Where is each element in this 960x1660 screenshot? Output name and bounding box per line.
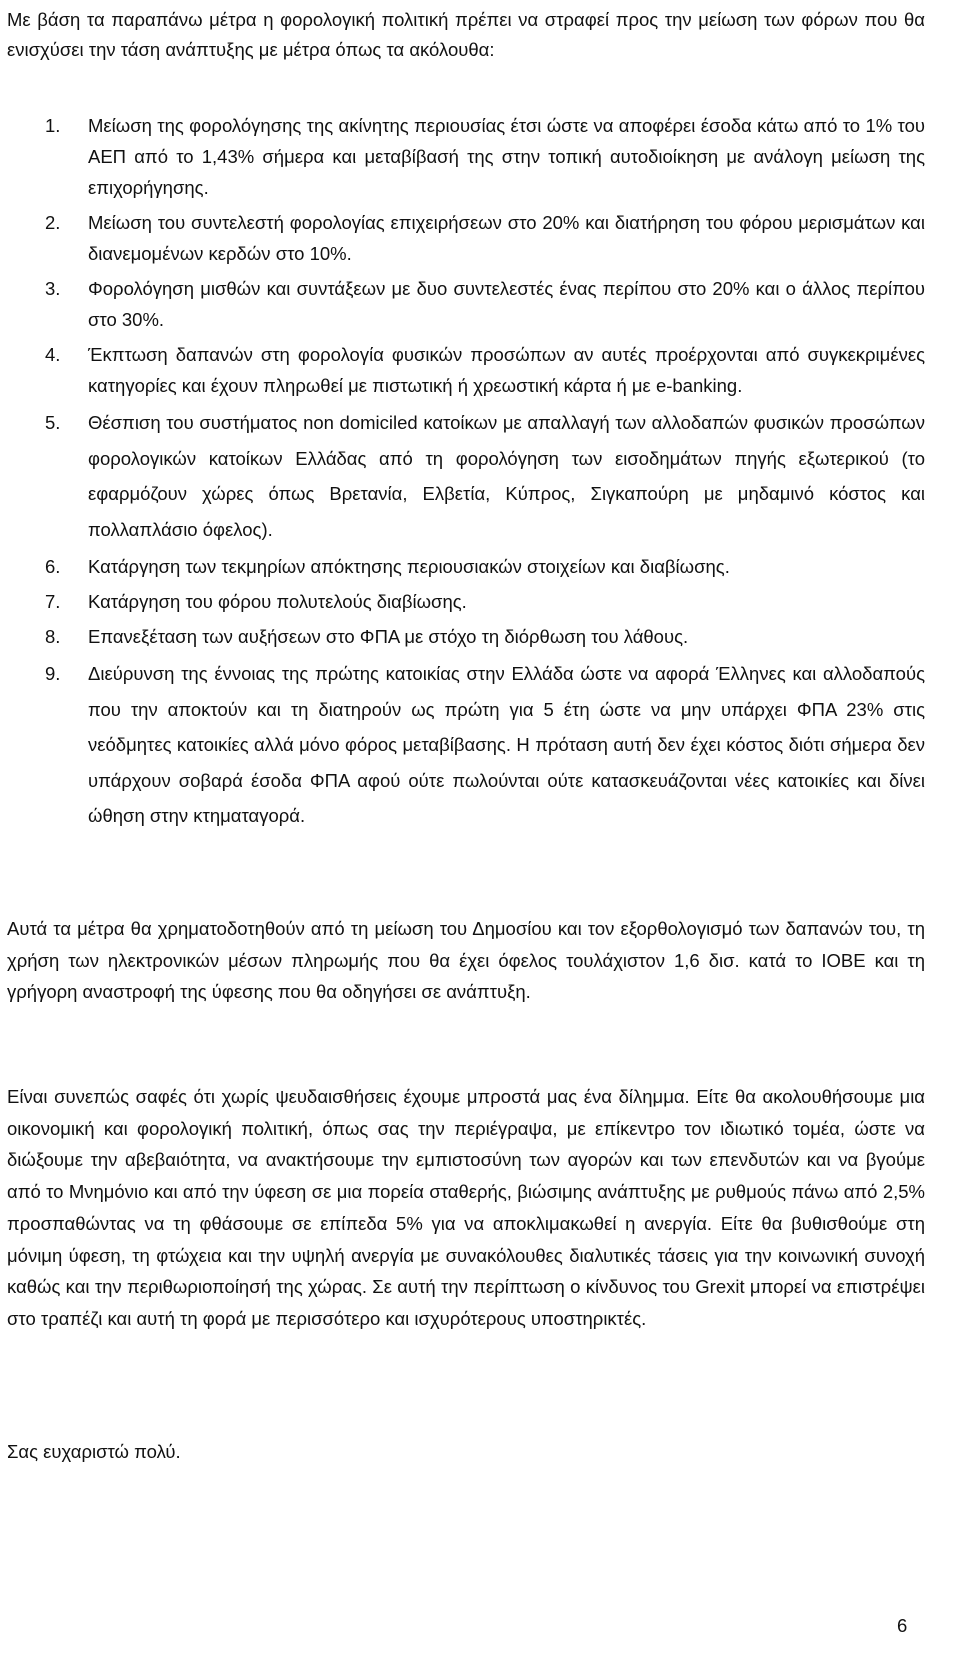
list-item-text: Θέσπιση του συστήματος non domiciled κατοίκων με απαλλαγή των αλλοδαπών φυσικών προσώπων φορολογικών κατοίκων Ελλάδας από τη φορολόγηση των εισοδημάτων πηγής εξωτερικού (το εφαρμόζουν χώρες όπως Βρετανία, Ελβετία, Κύπρος, Σιγκαπούρη με μηδαμινό κόστος και πολλαπλάσιο όφελος). [88,412,925,540]
list-item-text: Έκπτωση δαπανών στη φορολογία φυσικών προσώπων αν αυτές προέρχονται από συγκεκριμένες κατηγορίες και έχουν πληρωθεί με πιστωτική ή χρεωστική κάρτα ή με e-banking. [88,344,925,396]
list-item [7,656,925,834]
list-item [7,273,925,335]
measures-list [7,110,925,838]
list-item [7,405,925,547]
list-item [7,110,925,203]
list-item-text: Φορολόγηση μισθών και συντάξεων με δυο συντελεστές ένας περίπου στο 20% και ο άλλος περίπου στο 30%. [88,278,925,330]
list-item-number: 8. [45,626,61,647]
list-item-number: 3. [45,278,61,299]
list-item-text: Επανεξέταση των αυξήσεων στο ΦΠΑ με στόχο τη διόρθωση του λάθους. [88,626,689,647]
list-item-number: 5. [45,412,61,433]
list-item-number: 7. [45,591,61,612]
document-page [7,0,925,1660]
intro-paragraph: Με βάση τα παραπάνω μέτρα η φορολογική πολιτική πρέπει να στραφεί προς την μείωση των φόρων που θα ενισχύσει την τάση ανάπτυξης με μέτρα όπως τα ακόλουθα: [7,9,925,60]
list-item-number: 1. [45,115,61,136]
list-item-text: Μείωση του συντελεστή φορολογίας επιχειρήσεων στο 20% και διατήρηση του φόρου μερισμάτων και διανεμομένων κερδών στο 10%. [88,212,925,264]
list-item-text: Κατάργηση του φόρου πολυτελούς διαβίωσης. [88,591,467,612]
list-item-text: Κατάργηση των τεκμηρίων απόκτησης περιουσιακών στοιχείων και διαβίωσης. [88,556,730,577]
list-item-number: 4. [45,344,61,365]
list-item [7,207,925,269]
list-item-text: Διεύρυνση της έννοιας της πρώτης κατοικίας στην Ελλάδα ώστε να αφορά Έλληνες και αλλοδαπούς που την αποκτούν και τη διατηρούν ως πρώτη για 5 έτη ώστε να μην υπάρχει ΦΠΑ 23% στις νεόδμητες κατοικίες αλλά μόνο φόρος μεταβίβασης. Η πρόταση αυτή δεν έχει κόστος διότι σήμερα δεν υπάρχουν σοβαρά έσοδα ΦΠΑ αφού ούτε πωλούνται ούτε κατασκευάζονται νέες κατοικίες και δίνει ώθηση στην κτηματαγορά. [88,663,925,826]
list-item-number: 2. [45,212,61,233]
thanks-line: Σας ευχαριστώ πολύ. [7,1441,181,1462]
list-item [7,621,925,652]
list-item-number: 6. [45,556,61,577]
funding-paragraph: Αυτά τα μέτρα θα χρηματοδοτηθούν από τη μείωση του Δημοσίου και τον εξορθολογισμό των δαπανών του, τη χρήση των ηλεκτρονικών μέσων πληρωμής που θα έχει όφελος τουλάχιστον 1,6 δισ. κατά το ΙΟΒΕ και τη γρήγορη αναστροφή της ύφεσης που θα οδηγήσει σε ανάπτυξη. [7,918,925,1002]
list-item-text: Μείωση της φορολόγησης της ακίνητης περιουσίας έτσι ώστε να αποφέρει έσοδα κάτω από το 1% του ΑΕΠ από το 1,43% σήμερα και μεταβίβασή της στην τοπική αυτοδιοίκηση με ανάλογη μείωση της επιχορήγησης. [88,115,925,198]
list-item [7,551,925,582]
list-item [7,586,925,617]
closing-paragraph: Είναι συνεπώς σαφές ότι χωρίς ψευδαισθήσεις έχουμε μπροστά μας ένα δίλημμα. Είτε θα ακολουθήσουμε μια οικονομική και φορολογική πολιτική, όπως σας την περιέγραψα, με επίκεντρο τον ιδιωτικό τομέα, ώστε να διώξουμε την αβεβαιότητα, να ανακτήσουμε την εμπιστοσύνη των αγορών και των επενδυτών και να βγούμε από το Μνημόνιο και από την ύφεση σε μια πορεία σταθερής, βιώσιμης ανάπτυξης με ρυθμούς πάνω από 2,5% προσπαθώντας να τη φθάσουμε σε επίπεδα 5% για να αποκλιμακωθεί η ανεργία. Είτε θα βυθισθούμε στη μόνιμη ύφεση, τη φτώχεια και την υψηλή ανεργία με συνακόλουθες διαλυτικές τάσεις για την κοινωνική συνοχή καθώς και την περιθωριοποίησή της χώρας. Σε αυτή την περίπτωση ο κίνδυνος του Grexit μπορεί να επιστρέψει στο τραπέζι και αυτή τη φορά με περισσότερο και ισχυρότερους υποστηρικτές. [7,1086,925,1329]
page-number: 6 [897,1615,908,1636]
list-item [7,339,925,401]
list-item-number: 9. [45,663,61,684]
